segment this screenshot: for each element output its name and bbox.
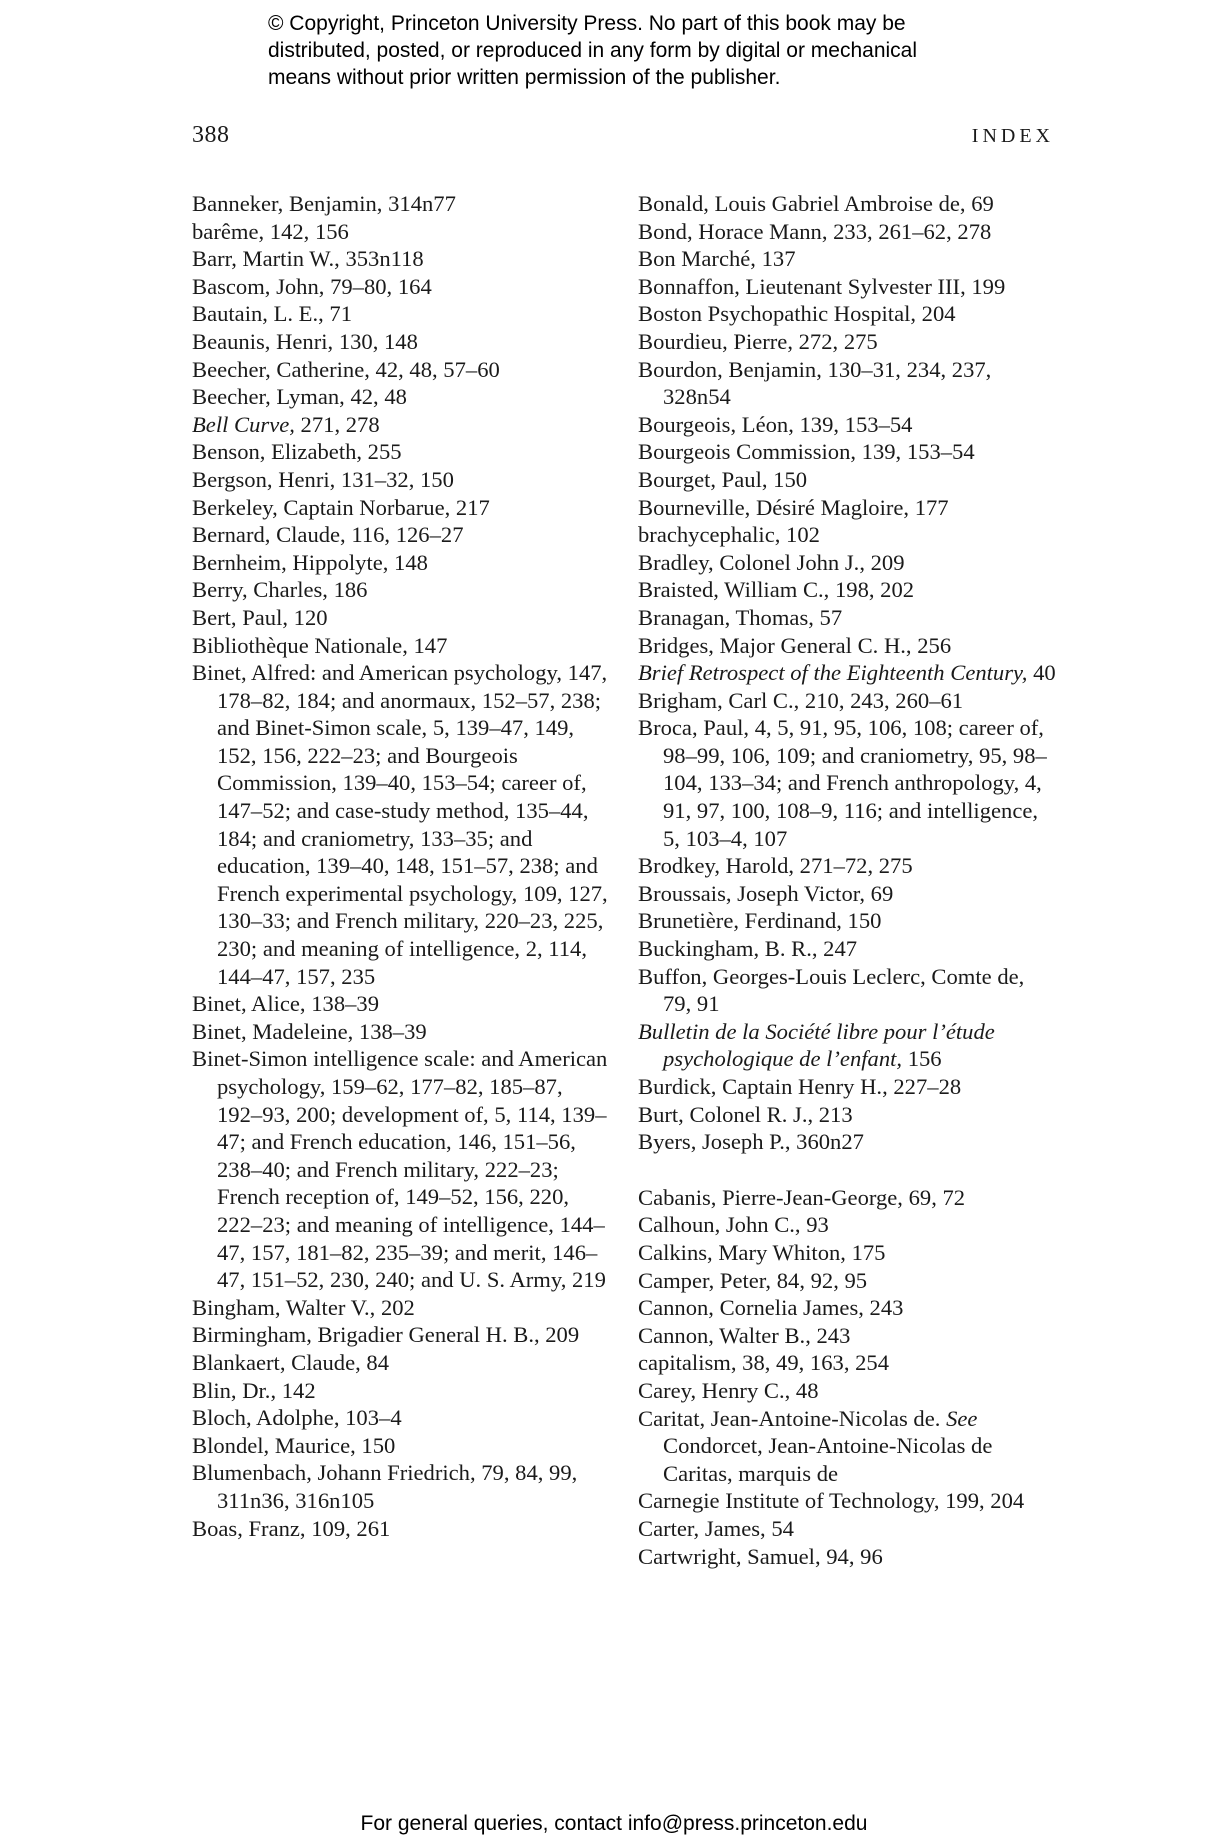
index-entry	[638, 687, 1058, 715]
index-entry-text: Blin, Dr., 142	[192, 1377, 316, 1403]
index-entry	[638, 1018, 1058, 1073]
index-entry	[192, 328, 610, 356]
copyright-notice	[268, 10, 1028, 91]
index-entry	[638, 1515, 1058, 1543]
index-entry	[638, 438, 1058, 466]
index-entry-text: Bascom, John, 79–80, 164	[192, 273, 432, 299]
index-entry-text: Bernard, Claude, 116, 126–27	[192, 522, 464, 548]
index-entry-text: Bourdieu, Pierre, 272, 275	[638, 328, 878, 354]
running-head: INDEX	[971, 125, 1054, 147]
index-entry	[638, 356, 1058, 411]
index-entry	[192, 1515, 610, 1543]
index-entry	[192, 190, 610, 218]
index-entry-text: Banneker, Benjamin, 314n77	[192, 191, 456, 216]
index-entry	[192, 466, 610, 494]
index-entry	[638, 907, 1058, 935]
index-entry	[192, 383, 610, 411]
index-entry-text: Brunetière, Ferdinand, 150	[638, 908, 882, 934]
index-entry-text: Bourneville, Désiré Magloire, 177	[638, 494, 949, 520]
index-entry-text: Binet, Alfred: and American psychology, 147, 178–82, 184; and anormaux, 152–57, 238; and Binet-Simon scale, 5, 139–47, 149, 152, 156, 222–23; and Bourgeois Commission, 139–40, 153–54; career of, 147–52; and case-study method, 135–44, 184; and craniometry, 133–35; and education, 139–40, 148, 151–57, 238; and French experimental psychology, 109, 127, 130–33; and French military, 220–23, 225, 230; and meaning of intelligence, 2, 114, 144–47, 157, 235	[192, 660, 608, 989]
index-entry-text: Cabanis, Pierre-Jean-George, 69, 72	[638, 1184, 966, 1210]
index-entry-text: Boas, Franz, 109, 261	[192, 1515, 391, 1541]
index-entry	[192, 632, 610, 660]
index-entry	[638, 411, 1058, 439]
index-entry-text: Blumenbach, Johann Friedrich, 79, 84, 99, 311n36, 316n105	[192, 1460, 578, 1513]
index-entry-text: Bourgeois, Léon, 139, 153–54	[638, 411, 913, 437]
index-entry	[638, 714, 1058, 852]
index-entry-text: Caritat, Jean-Antoine-Nicolas de.	[638, 1405, 941, 1431]
index-entry-text: Binet, Madeleine, 138–39	[192, 1018, 427, 1044]
index-entry	[192, 300, 610, 328]
index-entry-text: Binet, Alice, 138–39	[192, 991, 380, 1017]
index-entry	[638, 1267, 1058, 1295]
index-entry	[192, 1018, 610, 1046]
index-entry-text: Bourdon, Benjamin, 130–31, 234, 237, 328n54	[638, 356, 992, 410]
index-entry-text: Berry, Charles, 186	[192, 577, 368, 603]
index-entry-text: Barr, Martin W., 353n118	[192, 246, 424, 272]
index-entry	[192, 1349, 610, 1377]
index-entry-text: Boston Psychopathic Hospital, 204	[638, 301, 956, 327]
index-entry-text: Cannon, Cornelia James, 243	[638, 1295, 904, 1321]
index-entry	[192, 494, 610, 522]
index-entry-text: Beecher, Catherine, 42, 48, 57–60	[192, 356, 500, 382]
index-entry	[638, 632, 1058, 660]
index-entry	[638, 1543, 1058, 1571]
index-entry	[638, 880, 1058, 908]
index-entry-text: Blondel, Maurice, 150	[192, 1432, 396, 1458]
index-entry	[638, 190, 1058, 218]
index-entry	[192, 245, 610, 273]
index-entry	[638, 549, 1058, 577]
index-entry-text: capitalism, 38, 49, 163, 254	[638, 1350, 890, 1376]
index-entry-text: Bond, Horace Mann, 233, 261–62, 278	[638, 218, 992, 244]
index-entry	[638, 659, 1058, 687]
index-entry-text: Bernheim, Hippolyte, 148	[192, 549, 428, 575]
index-entry	[192, 1045, 610, 1293]
index-entry-text: Bourget, Paul, 150	[638, 466, 808, 492]
index-entry-text: Bert, Paul, 120	[192, 604, 328, 630]
index-entry-text: Calkins, Mary Whiton, 175	[638, 1239, 886, 1265]
index-entry-text: Beaunis, Henri, 130, 148	[192, 328, 418, 354]
index-entry-text: Bradley, Colonel John J., 209	[638, 549, 905, 575]
index-entry	[638, 273, 1058, 301]
index-entry-text: Braisted, William C., 198, 202	[638, 577, 915, 603]
index-entry-text: Branagan, Thomas, 57	[638, 604, 843, 630]
index-entry-text: Bloch, Adolphe, 103–4	[192, 1405, 402, 1431]
index-entry	[638, 1073, 1058, 1101]
index-entry-text: Bibliothèque Nationale, 147	[192, 632, 448, 658]
see-target: Condorcet, Jean-Antoine-Nicolas de Caritas, marquis de	[663, 1433, 993, 1486]
index-entry-text: Brodkey, Harold, 271–72, 275	[638, 853, 913, 879]
index-entry	[638, 466, 1058, 494]
index-entry-title: Bulletin de la Société libre pour l’étude psychologique de l’enfant,	[638, 1018, 995, 1072]
index-entry	[192, 1404, 610, 1432]
index-entry-text: Bridges, Major General C. H., 256	[638, 632, 952, 658]
index-entry-text: 40	[1027, 660, 1056, 686]
index-entry	[192, 411, 610, 439]
index-entry	[192, 438, 610, 466]
index-entry-text: Byers, Joseph P., 360n27	[638, 1129, 864, 1155]
index-entry	[638, 300, 1058, 328]
index-entry	[638, 521, 1058, 549]
index-entry-text: barême, 142, 156	[192, 218, 349, 244]
index-entry	[638, 852, 1058, 880]
index-entry	[192, 604, 610, 632]
index-entry-text: Bourgeois Commission, 139, 153–54	[638, 439, 975, 465]
index-entry-text: Bonnaffon, Lieutenant Sylvester III, 199	[638, 273, 1006, 299]
copyright-line: distributed, posted, or reproduced in any form by digital or mechanical	[268, 39, 918, 62]
index-entry	[192, 1432, 610, 1460]
copyright-line: means without prior written permission of the publisher.	[268, 66, 781, 89]
index-entry-text: Cannon, Walter B., 243	[638, 1322, 851, 1348]
index-entry-text: Broussais, Joseph Victor, 69	[638, 880, 894, 906]
index-entry-text: Blankaert, Claude, 84	[192, 1349, 390, 1375]
index-entry	[638, 576, 1058, 604]
index-entry-text: Binet-Simon intelligence scale: and American psychology, 159–62, 177–82, 185–87, 192–93, 200; development of, 5, 114, 139–47; and French education, 146, 151–56, 238–40; and French military, 222–23; French reception of, 149–52, 156, 220, 222–23; and meaning of intelligence, 144–47, 157, 181–82, 235–39; and merit, 146–47, 151–52, 230, 240; and U. S. Army, 219	[192, 1046, 608, 1293]
index-entry	[638, 1294, 1058, 1322]
index-entry-text: Broca, Paul, 4, 5, 91, 95, 106, 108; career of, 98–99, 106, 109; and craniometry, 95, 98–104, 133–34; and French anthropology, 4, 91, 97, 100, 108–9, 116; and intelligence, 5, 103–4, 107	[638, 715, 1047, 851]
index-entry	[192, 521, 610, 549]
index-entry	[638, 494, 1058, 522]
index-entry	[192, 273, 610, 301]
index-entry	[638, 1377, 1058, 1405]
index-entry	[638, 1322, 1058, 1350]
index-entry	[638, 1487, 1058, 1515]
index-entry	[192, 990, 610, 1018]
index-entry	[638, 1211, 1058, 1239]
index-entry	[638, 218, 1058, 246]
index-entry-text: Burdick, Captain Henry H., 227–28	[638, 1074, 962, 1099]
index-entry	[638, 963, 1058, 1018]
index-entry-text: Carter, James, 54	[638, 1515, 794, 1541]
index-entry	[192, 659, 610, 990]
index-entry-text: Burt, Colonel R. J., 213	[638, 1101, 853, 1127]
index-entry	[192, 356, 610, 384]
index-entry	[638, 245, 1058, 273]
index-entry-text: 156	[902, 1046, 942, 1072]
index-entry-title: Brief Retrospect of the Eighteenth Century,	[638, 660, 1028, 686]
copyright-line: © Copyright, Princeton University Press. No part of this book may be	[268, 12, 906, 35]
index-entry	[638, 1405, 1058, 1488]
index-entry-text: Beecher, Lyman, 42, 48	[192, 384, 407, 410]
index-entry-title: Bell Curve,	[192, 411, 295, 437]
index-entry-text: Carnegie Institute of Technology, 199, 204	[638, 1488, 1025, 1514]
index-entry-text: 271, 278	[294, 411, 380, 437]
index-entry	[638, 1101, 1058, 1129]
index-entry	[192, 218, 610, 246]
index-entry-text: Birmingham, Brigadier General H. B., 209	[192, 1322, 580, 1348]
index-column-right	[638, 190, 1058, 1570]
index-entry-text: Bingham, Walter V., 202	[192, 1294, 415, 1320]
index-entry-text: Buffon, Georges-Louis Leclerc, Comte de, 79, 91	[638, 963, 1025, 1017]
index-entry-text: Buckingham, B. R., 247	[638, 936, 858, 962]
index-entry-text: Bergson, Henri, 131–32, 150	[192, 466, 454, 492]
index-entry-text: Calhoun, John C., 93	[638, 1212, 829, 1238]
index-entry-text: Carey, Henry C., 48	[638, 1377, 819, 1403]
index-entry-text: Camper, Peter, 84, 92, 95	[638, 1267, 868, 1293]
see-reference: See	[946, 1405, 978, 1431]
index-entry	[638, 935, 1058, 963]
index-entry	[638, 328, 1058, 356]
index-entry-text: brachycephalic, 102	[638, 522, 820, 548]
footer-contact: For general queries, contact info@press.princeton.edu	[360, 1812, 868, 1835]
index-column-left	[192, 190, 610, 1542]
index-entry-text: Bon Marché, 137	[638, 246, 796, 272]
index-entry-text: Brigham, Carl C., 210, 243, 260–61	[638, 687, 964, 713]
index-entry	[192, 576, 610, 604]
index-entry	[192, 1294, 610, 1322]
page-number: 388	[192, 122, 230, 148]
index-entry-text: Cartwright, Samuel, 94, 96	[638, 1543, 883, 1569]
index-entry	[638, 1184, 1058, 1212]
index-entry	[192, 1377, 610, 1405]
index-entry	[638, 1128, 1058, 1156]
index-entry-text: Berkeley, Captain Norbarue, 217	[192, 494, 490, 520]
index-entry-text: Bautain, L. E., 71	[192, 301, 353, 327]
index-entry-text: Benson, Elizabeth, 255	[192, 439, 402, 465]
index-entry	[192, 1321, 610, 1349]
index-entry	[638, 1349, 1058, 1377]
index-entry	[192, 1459, 610, 1514]
index-entry	[638, 1239, 1058, 1267]
index-entry	[192, 549, 610, 577]
index-entry-text: Bonald, Louis Gabriel Ambroise de, 69	[638, 191, 994, 216]
index-entry	[638, 604, 1058, 632]
